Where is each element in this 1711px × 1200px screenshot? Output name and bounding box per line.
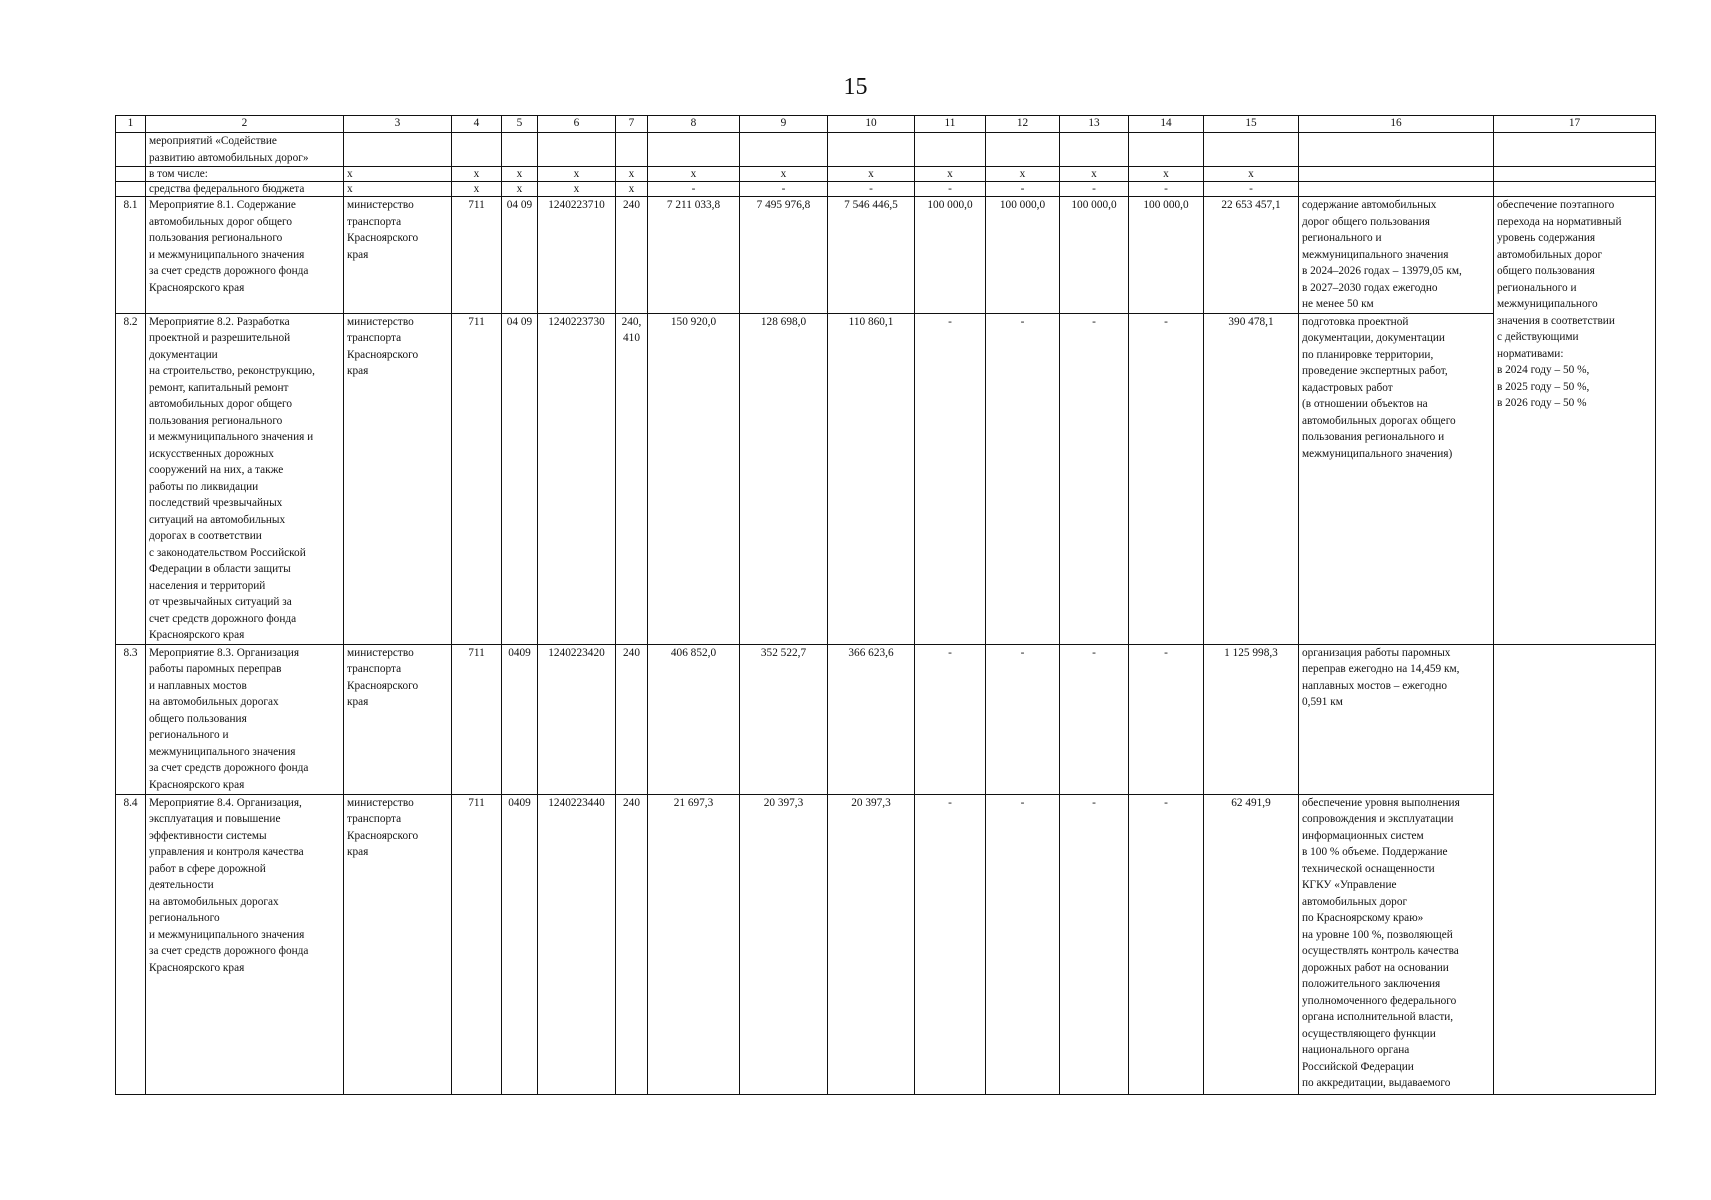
program-table xyxy=(115,115,1656,1095)
csr-code: 1240223730 xyxy=(538,313,616,644)
value-cell: - xyxy=(915,794,986,1094)
rzpr-code: 0409 xyxy=(502,794,538,1094)
value-cell: 20 397,3 xyxy=(828,794,915,1094)
executor: министерство транспорта Красноярского края xyxy=(344,197,452,314)
program-name-row xyxy=(116,133,1656,167)
grbs-code: 711 xyxy=(452,197,502,314)
value-cell: 7 495 976,8 xyxy=(740,197,828,314)
header-cell: 2 xyxy=(146,116,344,133)
value-cell: - xyxy=(1060,313,1129,644)
vr-code: 240 xyxy=(616,644,648,794)
executor: министерство транспорта Красноярского края xyxy=(344,644,452,794)
value-cell: - xyxy=(1129,794,1204,1094)
header-cell: 17 xyxy=(1494,116,1656,133)
header-cell: 9 xyxy=(740,116,828,133)
value-cell: - xyxy=(986,313,1060,644)
federal-budget-label: средства федерального бюджета xyxy=(146,182,344,197)
result-cell: организация работы паромных переправ ежегодно на 14,459 км, наплавных мостов – ежегодно 0,591 км xyxy=(1299,644,1494,794)
header-cell: 16 xyxy=(1299,116,1494,133)
value-cell: - xyxy=(915,313,986,644)
measure-number: 8.3 xyxy=(116,644,146,794)
result-cell: подготовка проектной документации, документации по планировке территории, проведение экспертных работ, кадастровых работ (в отношении объектов на автомобильных дорогах общего пользования регионального и межмуниципального значения) xyxy=(1299,313,1494,644)
rzpr-code: 0409 xyxy=(502,644,538,794)
vr-code: 240 xyxy=(616,197,648,314)
value-cell: 352 522,7 xyxy=(740,644,828,794)
including-label: в том числе: xyxy=(146,167,344,182)
measure-name: Мероприятие 8.4. Организация, эксплуатация и повышение эффективности системы управления и контроля качества работ в сфере дорожной деятельности на автомобильных дорогах регионального и межмуниципального значения за счет средств дорожного фонда Красноярского края xyxy=(146,794,344,1094)
csr-code: 1240223420 xyxy=(538,644,616,794)
total-cell: 390 478,1 xyxy=(1204,313,1299,644)
csr-code: 1240223710 xyxy=(538,197,616,314)
value-cell: 100 000,0 xyxy=(986,197,1060,314)
measure-name: Мероприятие 8.1. Содержание автомобильных дорог общего пользования регионального и межмуниципального значения за счет средств дорожного фонда Красноярского края xyxy=(146,197,344,314)
value-cell: - xyxy=(1060,794,1129,1094)
federal-budget-row: средства федерального бюджета x x x x x - - - - - - - - xyxy=(116,182,1656,197)
rzpr-code: 04 09 xyxy=(502,313,538,644)
measure-number: 8.2 xyxy=(116,313,146,644)
indicator-cell: обеспечение поэтапного перехода на нормативный уровень содержания автомобильных дорог общего пользования регионального и межмуниципального значения в соответствии с действующими нормативами: в 2024 году – 50 %, в 2025 году – 50 %, в 2026 году – 50 % xyxy=(1494,197,1656,645)
rzpr-code: 04 09 xyxy=(502,197,538,314)
header-cell: 10 xyxy=(828,116,915,133)
result-cell: содержание автомобильных дорог общего пользования регионального и межмуниципального значения в 2024–2026 годах – 13979,05 км, в 2027–2030 годах ежегодно не менее 50 км xyxy=(1299,197,1494,314)
value-cell: 100 000,0 xyxy=(915,197,986,314)
measure-name: Мероприятие 8.2. Разработка проектной и разрешительной документации на строительство, реконструкцию, ремонт, капитальный ремонт автомобильных дорог общего пользования регионального и межмуниципального значения и искусственных дорожных сооружений на них, а также работы по ликвидации последствий чрезвычайных ситуаций на автомобильных дорогах в соответствии с законодательством Российской Федерации в области защиты населения и территорий от чрезвычайных ситуаций за счет средств дорожного фонда Красноярского края xyxy=(146,313,344,644)
measure-row xyxy=(116,794,1656,1094)
including-row: в том числе: x x x x x x x x x x x x x xyxy=(116,167,1656,182)
header-row xyxy=(116,116,1656,133)
grbs-code: 711 xyxy=(452,794,502,1094)
measure-row xyxy=(116,644,1656,794)
value-cell: 20 397,3 xyxy=(740,794,828,1094)
indicator-cell-empty xyxy=(1494,644,1656,1094)
value-cell: 7 211 033,8 xyxy=(648,197,740,314)
total-cell: 22 653 457,1 xyxy=(1204,197,1299,314)
value-cell: 150 920,0 xyxy=(648,313,740,644)
value-cell: 100 000,0 xyxy=(1129,197,1204,314)
value-cell: - xyxy=(915,644,986,794)
result-cell: обеспечение уровня выполнения сопровождения и эксплуатации информационных систем в 100 % объеме. Поддержание технической оснащенности КГКУ «Управление автомобильных дорог по Красноярскому краю» на уровне 100 %, позволяющей осуществлять контроль качества дорожных работ на основании положительного заключения уполномоченного федерального органа исполнительной власти, осуществляющего функции национального органа Российской Федерации по аккредитации, выдаваемого xyxy=(1299,794,1494,1094)
grbs-code: 711 xyxy=(452,313,502,644)
measure-name: Мероприятие 8.3. Организация работы паромных переправ и наплавных мостов на автомобильных дорогах общего пользования регионального и межмуниципального значения за счет средств дорожного фонда Красноярского края xyxy=(146,644,344,794)
grbs-code: 711 xyxy=(452,644,502,794)
header-cell: 6 xyxy=(538,116,616,133)
header-cell: 5 xyxy=(502,116,538,133)
value-cell: 128 698,0 xyxy=(740,313,828,644)
vr-code: 240 xyxy=(616,794,648,1094)
header-cell: 11 xyxy=(915,116,986,133)
value-cell: 110 860,1 xyxy=(828,313,915,644)
value-cell: - xyxy=(1060,644,1129,794)
total-cell: 62 491,9 xyxy=(1204,794,1299,1094)
value-cell: 366 623,6 xyxy=(828,644,915,794)
header-cell: 12 xyxy=(986,116,1060,133)
value-cell: 21 697,3 xyxy=(648,794,740,1094)
measure-number: 8.1 xyxy=(116,197,146,314)
header-cell: 3 xyxy=(344,116,452,133)
value-cell: 406 852,0 xyxy=(648,644,740,794)
value-cell: - xyxy=(986,644,1060,794)
total-cell: 1 125 998,3 xyxy=(1204,644,1299,794)
program-name-cell: мероприятий «Содействие развитию автомобильных дорог» xyxy=(146,133,344,167)
executor: министерство транспорта Красноярского края xyxy=(344,794,452,1094)
value-cell: 7 546 446,5 xyxy=(828,197,915,314)
measure-row xyxy=(116,197,1656,314)
value-cell: - xyxy=(1129,313,1204,644)
header-cell: 15 xyxy=(1204,116,1299,133)
value-cell: - xyxy=(1129,644,1204,794)
measure-row xyxy=(116,313,1656,644)
header-cell: 7 xyxy=(616,116,648,133)
header-cell: 14 xyxy=(1129,116,1204,133)
measure-number: 8.4 xyxy=(116,794,146,1094)
executor: министерство транспорта Красноярского края xyxy=(344,313,452,644)
value-cell: - xyxy=(986,794,1060,1094)
csr-code: 1240223440 xyxy=(538,794,616,1094)
page-number: 15 xyxy=(843,74,868,100)
header-cell: 4 xyxy=(452,116,502,133)
value-cell: 100 000,0 xyxy=(1060,197,1129,314)
vr-code: 240, 410 xyxy=(616,313,648,644)
header-cell: 13 xyxy=(1060,116,1129,133)
header-cell: 1 xyxy=(116,116,146,133)
header-cell: 8 xyxy=(648,116,740,133)
